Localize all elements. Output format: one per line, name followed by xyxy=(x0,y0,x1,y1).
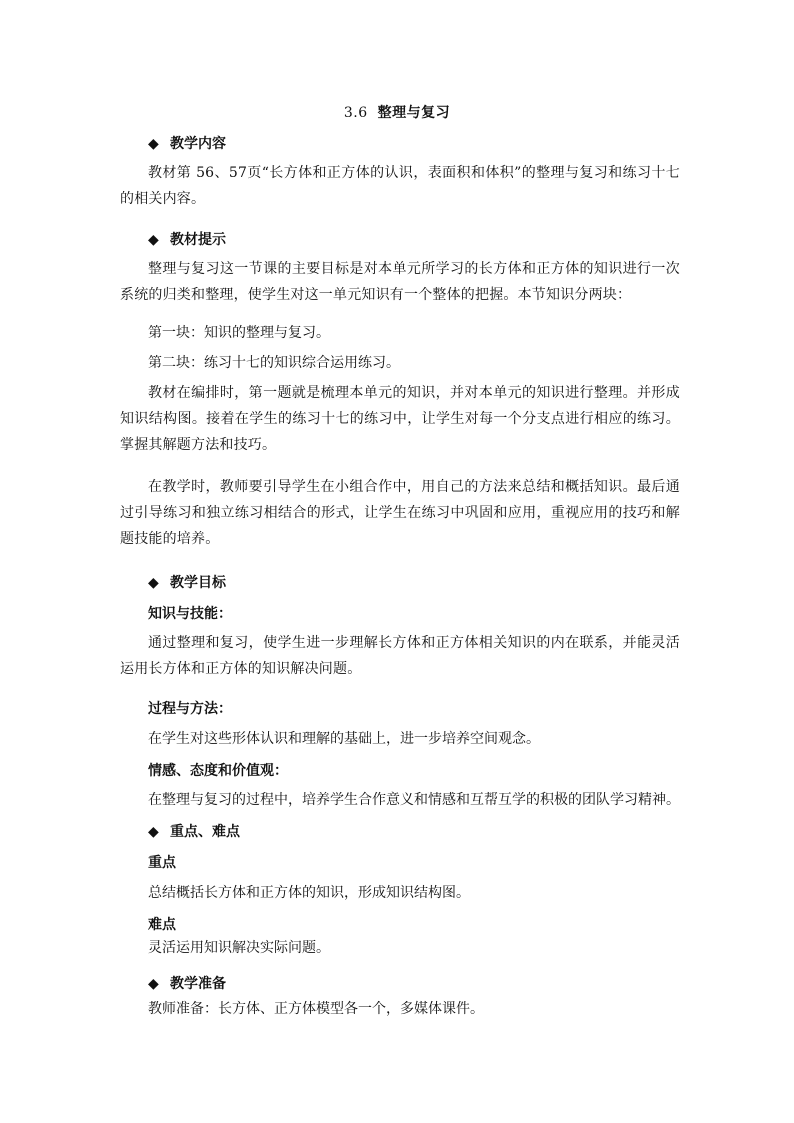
paragraph-tips-3: 在教学时，教师要引导学生在小组合作中，用自己的方法来总结和概括知识。最后通过引导练习和独立练习相结合的形式，让学生在练习中巩固和应用，重视应用的技巧和解题技能的培养。 xyxy=(120,479,680,547)
line-key-point: 总结概括长方体和正方体的知识，形成知识结构图。 xyxy=(148,885,470,901)
heading-textbook-tips xyxy=(148,229,708,249)
section-title: 整理与复习 xyxy=(377,105,451,121)
paragraph-tips-1: 整理与复习这一节课的主要目标是对本单元所学习的长方体和正方体的知识进行一次系统的归类和整理，使学生对这一单元知识有一个整体的把握。本节知识分两块： xyxy=(120,261,680,303)
diamond-bullet-icon: ◆ xyxy=(148,824,159,840)
section-number: 3.6 xyxy=(343,105,368,121)
diamond-bullet-icon: ◆ xyxy=(148,575,159,591)
paragraph-teaching-content: 教材第 56、57页“长方体和正方体的认识，表面积和体积”的整理与复习和练习十七的相关内容。 xyxy=(120,165,680,207)
line-process-method: 在学生对这些形体认识和理解的基础上，进一步培养空间观念。 xyxy=(148,731,540,747)
heading-text: 教材提示 xyxy=(170,232,226,248)
diamond-bullet-icon: ◆ xyxy=(148,232,159,248)
subheading-process-method: 过程与方法： xyxy=(148,701,232,717)
diamond-bullet-icon: ◆ xyxy=(148,136,159,152)
subheading-difficult-point: 难点 xyxy=(148,917,176,933)
line-part-one: 第一块：知识的整理与复习。 xyxy=(148,325,330,341)
heading-text: 教学目标 xyxy=(170,575,226,591)
heading-key-difficult-points xyxy=(148,821,708,841)
heading-teaching-preparation xyxy=(148,973,708,993)
line-part-two: 第二块：练习十七的知识综合运用练习。 xyxy=(148,355,400,371)
subheading-emotion-values: 情感、态度和价值观： xyxy=(148,763,288,779)
line-teacher-preparation: 教师准备：长方体、正方体模型各一个，多媒体课件。 xyxy=(148,1001,484,1017)
subheading-key-point: 重点 xyxy=(148,855,176,871)
heading-teaching-content xyxy=(148,133,708,153)
line-emotion-values: 在整理与复习的过程中，培养学生合作意义和情感和互帮互学的积极的团队学习精神。 xyxy=(148,792,680,808)
heading-text: 重点、难点 xyxy=(170,824,240,840)
heading-teaching-goals xyxy=(148,572,708,592)
paragraph-knowledge-skills: 通过整理和复习，使学生进一步理解长方体和正方体相关知识的内在联系，并能灵活运用长方体和正方体的知识解决问题。 xyxy=(120,635,680,677)
subheading-knowledge-skills: 知识与技能： xyxy=(148,606,232,622)
page-title xyxy=(0,102,794,122)
heading-text: 教学内容 xyxy=(170,136,226,152)
line-difficult-point: 灵活运用知识解决实际问题。 xyxy=(148,940,330,956)
diamond-bullet-icon: ◆ xyxy=(148,976,159,992)
heading-text: 教学准备 xyxy=(170,976,226,992)
paragraph-tips-2: 教材在编排时，第一题就是梳理本单元的知识，并对本单元的知识进行整理。并形成知识结构图。接着在学生的练习十七的练习中，让学生对每一个分支点进行相应的练习。掌握其解题方法和技巧。 xyxy=(120,385,680,453)
